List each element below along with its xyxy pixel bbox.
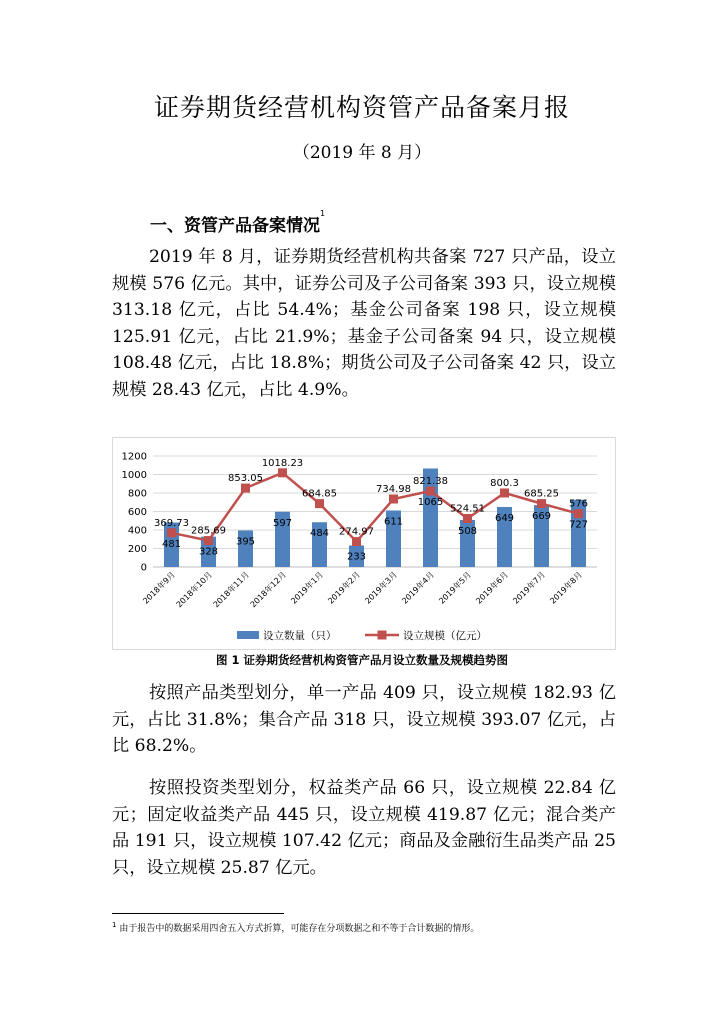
line-marker [204,536,213,545]
x-tick-label: 2019年1月 [289,570,325,606]
line-data-label: 853.05 [228,473,263,485]
x-tick-label: 2018年9月 [141,570,177,606]
line-data-label: 285.69 [191,525,226,537]
line-data-label: 684.85 [302,488,337,500]
y-tick-label: 200 [127,544,147,555]
line-data-label: 821.38 [413,476,448,488]
footnote-divider [112,913,284,914]
x-tick-label: 2019年5月 [437,570,473,606]
legend-bar-label: 设立数量（只） [263,630,337,642]
paragraph-investment-type: 按照投资类型划分，权益类产品 66 只，设立规模 22.84 亿元；固定收益类产品 445 只，设立规模 419.87 亿元；混合类产品 191 只，设立规模 107.42 亿元；商品及金融衍生品类产品 25 只，设立规模 25.87 亿元。 [112,778,616,878]
y-tick-label: 400 [127,525,147,537]
footnote-ref[interactable]: 1 [320,209,326,218]
x-tick-label: 2018年11月 [211,570,251,610]
bar-data-label: 395 [235,536,256,548]
line-data-label: 685.25 [524,488,559,500]
line-marker [167,528,176,537]
footnote [112,921,479,934]
bar-data-label: 1065 [417,497,444,509]
x-tick-label: 2018年12月 [248,570,288,610]
line-data-label: 734.98 [376,484,411,496]
bar-data-label: 328 [198,546,219,558]
report-title: 证券期货经营机构资管产品备案月报 [153,93,570,122]
section-heading [150,211,325,236]
line-data-label: 274.97 [339,526,374,538]
chart-svg [113,438,615,649]
footnote-mark: 1 [112,921,117,929]
y-tick-label: 600 [127,507,147,518]
legend-bar-swatch [237,631,259,639]
line-marker [537,499,546,508]
line-marker [389,495,398,504]
x-tick-label: 2018年10月 [174,570,214,610]
legend-line-label: 设立规模（亿元） [403,630,487,642]
line-data-label: 576 [568,498,589,510]
bar-data-label: 611 [383,516,404,528]
x-tick-label: 2019年4月 [400,570,436,606]
x-tick-label: 2019年6月 [474,570,510,606]
paragraph-summary: 2019 年 8 月，证券期货经营机构共备案 727 只产品，设立规模 576 亿元。其中，证券公司及子公司备案 393 只，设立规模 313.18 亿元，占比 54.4%；基金公司备案 198 只，设立规模 125.91 亿元，占比 21.9%；基金子公司备案 94 只，设立规模 108.48 亿元，占比 18.8%；期货公司及子公司备案 42 只，设立规模 28.43 亿元，占比 4.9%。 [112,247,616,400]
line-marker [278,468,287,477]
report-subtitle: （2019 年 8 月） [292,143,432,163]
line-data-label: 369.73 [154,517,189,529]
bar-data-label: 669 [531,511,552,523]
line-marker [463,514,472,523]
bar-data-label: 508 [457,526,478,538]
bar-data-label: 484 [309,528,330,540]
line-data-label: 524.51 [450,503,485,515]
line-marker [500,488,509,497]
bar-data-label: 233 [346,551,367,563]
line-data-label: 1018.23 [261,457,304,469]
y-tick-label: 1200 [121,451,147,463]
footnote-text: 由于报告中的数据采用四舍五入方式折算，可能存在分项数据之和不等于合计数据的情形。 [119,924,480,934]
paragraph-product-type: 按照产品类型划分，单一产品 409 只，设立规模 182.93 亿元，占比 31.8%；集合产品 318 只，设立规模 393.07 亿元，占比 68.2%。 [112,683,616,757]
bar-data-label: 597 [272,517,293,529]
x-tick-label: 2019年2月 [326,570,362,606]
legend-line-marker [378,631,387,640]
line-marker [315,499,324,508]
bar-data-label: 481 [161,538,182,550]
section-heading-text: 一、资管产品备案情况 [150,216,320,236]
bar-data-label: 649 [494,512,515,524]
trend-chart [112,437,616,650]
x-tick-label: 2019年8月 [548,570,584,606]
x-tick-label: 2019年3月 [363,570,399,606]
y-tick-label: 800 [127,488,147,500]
line-marker [426,487,435,496]
x-tick-label: 2019年7月 [511,570,547,606]
bar-data-label: 727 [568,519,589,531]
y-tick-label: 0 [140,562,147,574]
line-marker [241,484,250,493]
line-marker [352,537,361,546]
line-data-label: 800.3 [490,477,519,489]
figure-caption: 图 1 证券期货经营机构资管产品月设立数量及规模趋势图 [215,653,508,667]
line-marker [574,509,583,518]
y-tick-label: 1000 [121,470,147,481]
